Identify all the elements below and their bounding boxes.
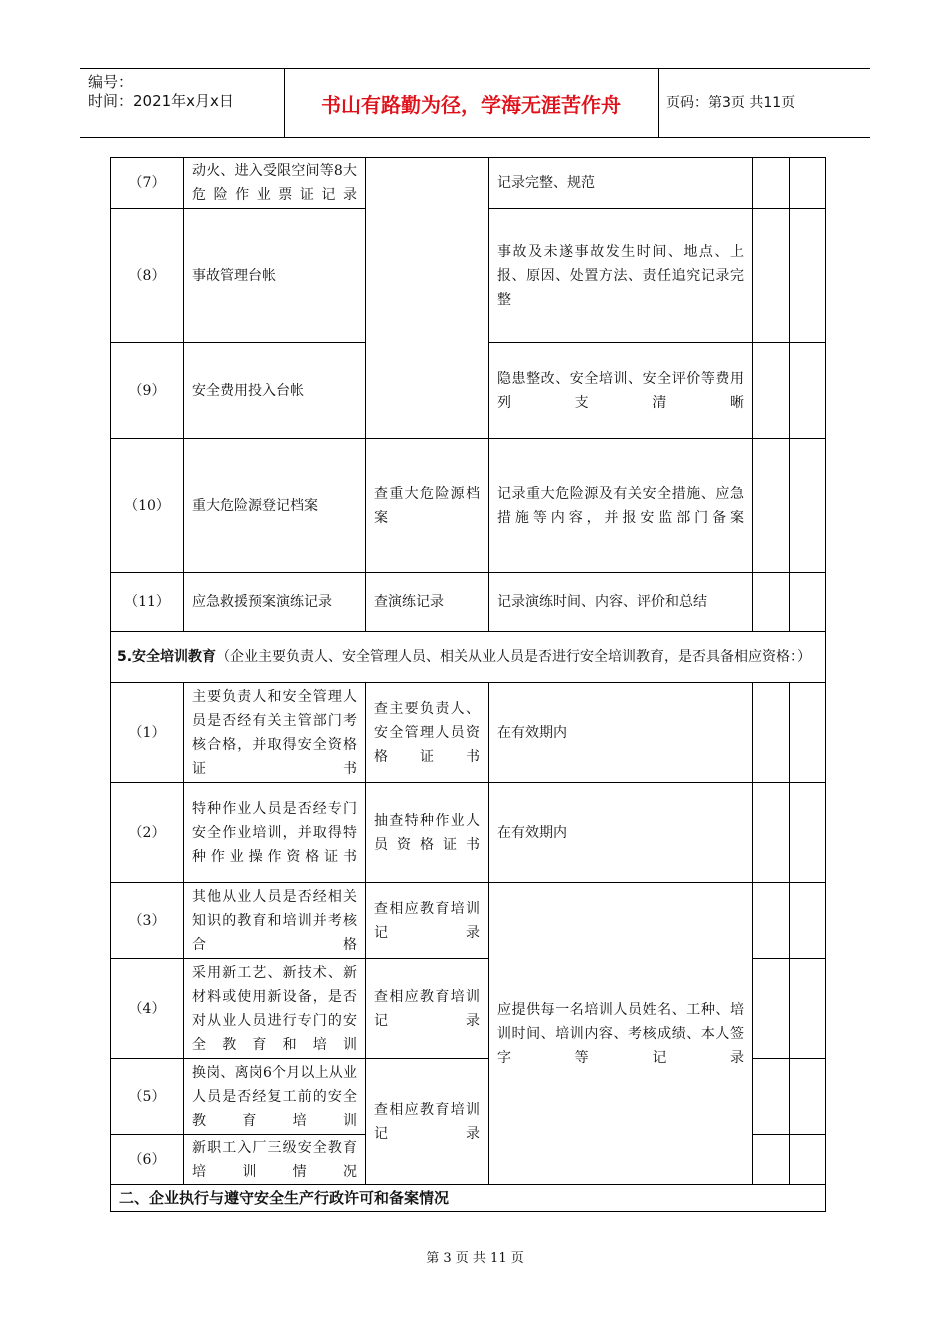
remark-cell <box>790 573 826 632</box>
table-row <box>111 783 826 883</box>
table-row <box>111 683 826 783</box>
result-cell <box>753 158 790 209</box>
check-method: 查相应教育培训记录 <box>366 959 489 1059</box>
requirement: 记录演练时间、内容、评价和总结 <box>489 573 753 632</box>
section-title: 5.安全培训教育 <box>117 648 217 665</box>
header-meta <box>88 73 234 111</box>
result-cell <box>753 573 790 632</box>
header-page-number: 页码：第3页 共11页 <box>666 95 796 111</box>
check-item: 特种作业人员是否经专门安全作业培训，并取得特种作业操作资格证书 <box>184 783 366 883</box>
table-row <box>111 439 826 573</box>
check-method: 查重大危险源档案 <box>366 439 489 573</box>
row-number: （11） <box>111 573 184 632</box>
row-number: （1） <box>111 683 184 783</box>
result-cell <box>753 343 790 439</box>
check-item: 其他从业人员是否经相关知识的教育和培训并考核合格 <box>184 883 366 959</box>
table-row <box>111 883 826 959</box>
remark-cell <box>790 343 826 439</box>
row-number: （5） <box>111 1059 184 1135</box>
requirement: 在有效期内 <box>489 783 753 883</box>
row-number: （4） <box>111 959 184 1059</box>
remark-cell <box>790 1059 826 1135</box>
result-cell <box>753 959 790 1059</box>
requirement: 隐患整改、安全培训、安全评价等费用列支清晰 <box>489 343 753 439</box>
check-method: 抽查特种作业人员资格证书 <box>366 783 489 883</box>
time-label: 时间：2021年x月x日 <box>88 92 234 110</box>
check-item: 事故管理台帐 <box>184 209 366 343</box>
page-header <box>80 68 870 138</box>
section-heading-row <box>111 632 826 683</box>
section-description: （企业主要负责人、安全管理人员、相关从业人员是否进行安全培训教育，是否具备相应资格：） <box>216 648 812 665</box>
check-item: 换岗、离岗6个月以上从业人员是否经复工前的安全教育培训 <box>184 1059 366 1135</box>
check-item: 应急救援预案演练记录 <box>184 573 366 632</box>
result-cell <box>753 209 790 343</box>
remark-cell <box>790 158 826 209</box>
remark-cell <box>790 783 826 883</box>
row-number: （2） <box>111 783 184 883</box>
check-item: 动火、进入受限空间等8大危险作业票证记录 <box>184 158 366 209</box>
row-number: （8） <box>111 209 184 343</box>
header-motto: 书山有路勤为径，学海无涯苦作舟 <box>321 93 621 117</box>
remark-cell <box>790 439 826 573</box>
row-number: （6） <box>111 1135 184 1185</box>
section-heading-row <box>111 1185 826 1212</box>
shared-requirement: 应提供每一名培训人员姓名、工种、培训时间、培训内容、考核成绩、本人签字等记录 <box>489 883 753 1185</box>
serial-number-label: 编号： <box>88 73 134 91</box>
check-item: 新职工入厂三级安全教育培训情况 <box>184 1135 366 1185</box>
check-item: 主要负责人和安全管理人员是否经有关主管部门考核合格，并取得安全资格证书 <box>184 683 366 783</box>
remark-cell <box>790 683 826 783</box>
table-row <box>111 158 826 209</box>
header-divider <box>658 69 659 137</box>
result-cell <box>753 883 790 959</box>
check-item: 重大危险源登记档案 <box>184 439 366 573</box>
page-footer: 第 3 页 共 11 页 <box>426 1251 524 1266</box>
row-number: （10） <box>111 439 184 573</box>
result-cell <box>753 783 790 883</box>
remark-cell <box>790 883 826 959</box>
table-row <box>111 573 826 632</box>
inspection-table <box>110 157 826 1212</box>
result-cell <box>753 683 790 783</box>
result-cell <box>753 439 790 573</box>
check-item: 安全费用投入台帐 <box>184 343 366 439</box>
check-method: 查演练记录 <box>366 573 489 632</box>
remark-cell <box>790 959 826 1059</box>
check-method <box>366 158 489 439</box>
row-number: （9） <box>111 343 184 439</box>
row-number: （3） <box>111 883 184 959</box>
requirement: 记录重大危险源及有关安全措施、应急措施等内容，并报安监部门备案 <box>489 439 753 573</box>
result-cell <box>753 1135 790 1185</box>
check-method: 查主要负责人、安全管理人员资格证书 <box>366 683 489 783</box>
requirement: 记录完整、规范 <box>489 158 753 209</box>
check-method: 查相应教育培训记录 <box>366 1059 489 1185</box>
requirement: 事故及未遂事故发生时间、地点、上报、原因、处置方法、责任追究记录完整 <box>489 209 753 343</box>
section-heading <box>111 632 826 683</box>
remark-cell <box>790 1135 826 1185</box>
check-item: 采用新工艺、新技术、新材料或使用新设备，是否对从业人员进行专门的安全教育和培训 <box>184 959 366 1059</box>
section-heading: 二、企业执行与遵守安全生产行政许可和备案情况 <box>111 1185 826 1212</box>
check-method: 查相应教育培训记录 <box>366 883 489 959</box>
requirement: 在有效期内 <box>489 683 753 783</box>
remark-cell <box>790 209 826 343</box>
row-number: （7） <box>111 158 184 209</box>
result-cell <box>753 1059 790 1135</box>
